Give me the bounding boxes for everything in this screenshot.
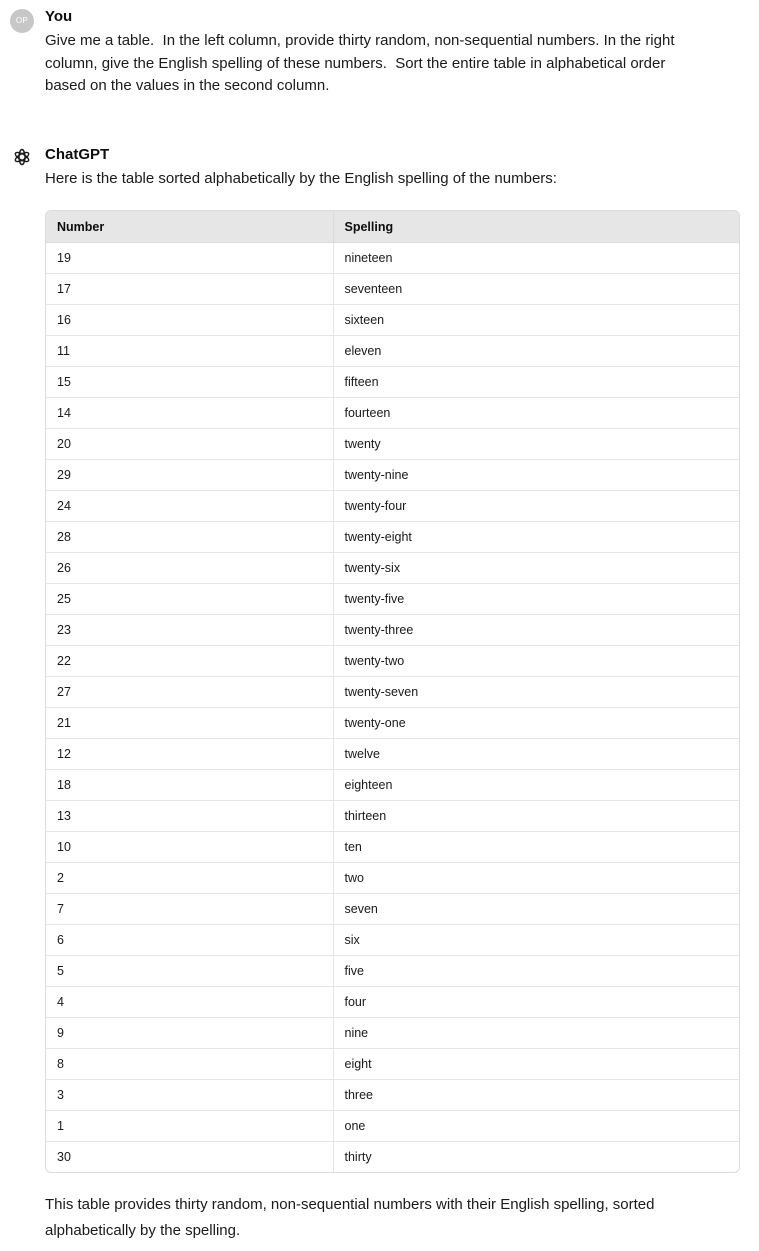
- table-row: [46, 739, 739, 770]
- spelling-cell: ten: [333, 832, 739, 863]
- number-cell: 15: [46, 367, 333, 398]
- number-cell: 27: [46, 677, 333, 708]
- number-cell: 9: [46, 1018, 333, 1049]
- table-row: [46, 367, 739, 398]
- spelling-cell: fourteen: [333, 398, 739, 429]
- number-cell: 10: [46, 832, 333, 863]
- table-row: [46, 987, 739, 1018]
- number-cell: 7: [46, 894, 333, 925]
- number-cell: 6: [46, 925, 333, 956]
- spelling-cell: twenty-eight: [333, 522, 739, 553]
- number-cell: 18: [46, 770, 333, 801]
- assistant-intro-text: Here is the table sorted alphabetically by the English spelling of the numbers:: [45, 170, 557, 187]
- number-cell: 24: [46, 491, 333, 522]
- table-row: [46, 522, 739, 553]
- table-row: [46, 243, 739, 274]
- spelling-cell: twenty-four: [333, 491, 739, 522]
- spelling-cell: twenty-five: [333, 584, 739, 615]
- spelling-cell: three: [333, 1080, 739, 1111]
- spelling-cell: sixteen: [333, 305, 739, 336]
- table-row: [46, 553, 739, 584]
- table-row: [46, 770, 739, 801]
- number-cell: 30: [46, 1142, 333, 1173]
- number-cell: 17: [46, 274, 333, 305]
- table-row: [46, 398, 739, 429]
- number-cell: 20: [46, 429, 333, 460]
- number-cell: 28: [46, 522, 333, 553]
- spelling-cell: two: [333, 863, 739, 894]
- spelling-cell: twenty-one: [333, 708, 739, 739]
- table-row: [46, 584, 739, 615]
- number-cell: 21: [46, 708, 333, 739]
- number-cell: 4: [46, 987, 333, 1018]
- table-row: [46, 1049, 739, 1080]
- table-row: [46, 274, 739, 305]
- spelling-cell: thirty: [333, 1142, 739, 1173]
- number-cell: 19: [46, 243, 333, 274]
- table-row: [46, 894, 739, 925]
- number-cell: 22: [46, 646, 333, 677]
- spelling-cell: seven: [333, 894, 739, 925]
- number-cell: 16: [46, 305, 333, 336]
- number-cell: 3: [46, 1080, 333, 1111]
- user-message-text: Give me a table. In the left column, provide thirty random, non-sequential numbers. In the right column, give the English spelling of these numbers. Sort the entire table in alphabetical order based on the values in the second column.: [45, 32, 679, 94]
- spelling-cell: twenty-six: [333, 553, 739, 584]
- spelling-cell: eight: [333, 1049, 739, 1080]
- spelling-cell: eleven: [333, 336, 739, 367]
- number-cell: 8: [46, 1049, 333, 1080]
- table-row: [46, 956, 739, 987]
- spelling-cell: thirteen: [333, 801, 739, 832]
- table-row: [46, 677, 739, 708]
- spelling-cell: nine: [333, 1018, 739, 1049]
- spelling-cell: four: [333, 987, 739, 1018]
- table-row: [46, 491, 739, 522]
- table-row: [46, 925, 739, 956]
- spelling-cell: twenty-two: [333, 646, 739, 677]
- spelling-cell: eighteen: [333, 770, 739, 801]
- table-row: [46, 801, 739, 832]
- table-row: [46, 615, 739, 646]
- table-row: [46, 1080, 739, 1111]
- table-header-row: [46, 211, 739, 243]
- spelling-cell: twenty-nine: [333, 460, 739, 491]
- spelling-cell: one: [333, 1111, 739, 1142]
- column-header-spelling: Spelling: [333, 211, 739, 243]
- table-row: [46, 305, 739, 336]
- spelling-cell: twenty-three: [333, 615, 739, 646]
- table-row: [46, 1111, 739, 1142]
- number-cell: 29: [46, 460, 333, 491]
- spelling-cell: seventeen: [333, 274, 739, 305]
- number-cell: 1: [46, 1111, 333, 1142]
- number-cell: 5: [46, 956, 333, 987]
- user-author-name: You: [45, 8, 73, 25]
- table-row: [46, 646, 739, 677]
- assistant-author-name: ChatGPT: [45, 146, 110, 163]
- spelling-cell: six: [333, 925, 739, 956]
- table-row: [46, 429, 739, 460]
- number-cell: 13: [46, 801, 333, 832]
- table-row: [46, 832, 739, 863]
- number-spelling-table: [45, 210, 740, 1173]
- table-row: [46, 863, 739, 894]
- spelling-cell: twenty: [333, 429, 739, 460]
- openai-logo-icon: [10, 145, 34, 169]
- spelling-cell: nineteen: [344, 251, 393, 265]
- spelling-cell: twenty-seven: [333, 677, 739, 708]
- table-row: [46, 708, 739, 739]
- table-row: [46, 460, 739, 491]
- table-row: [46, 1142, 739, 1173]
- assistant-outro-text: This table provides thirty random, non-sequential numbers with their English spelling, sorted alphabetically by the spelling.: [45, 1196, 655, 1239]
- spelling-cell: twelve: [333, 739, 739, 770]
- number-cell: 12: [46, 739, 333, 770]
- number-cell: 2: [46, 863, 333, 894]
- number-cell: 25: [46, 584, 333, 615]
- user-avatar: OP: [10, 9, 34, 33]
- number-cell: 14: [46, 398, 333, 429]
- table-row: [46, 336, 739, 367]
- number-cell: 11: [46, 336, 333, 367]
- number-cell: 23: [46, 615, 333, 646]
- column-header-number: Number: [46, 211, 333, 243]
- spelling-cell: fifteen: [333, 367, 739, 398]
- spelling-cell: five: [333, 956, 739, 987]
- number-cell: 26: [46, 553, 333, 584]
- table-row: [46, 1018, 739, 1049]
